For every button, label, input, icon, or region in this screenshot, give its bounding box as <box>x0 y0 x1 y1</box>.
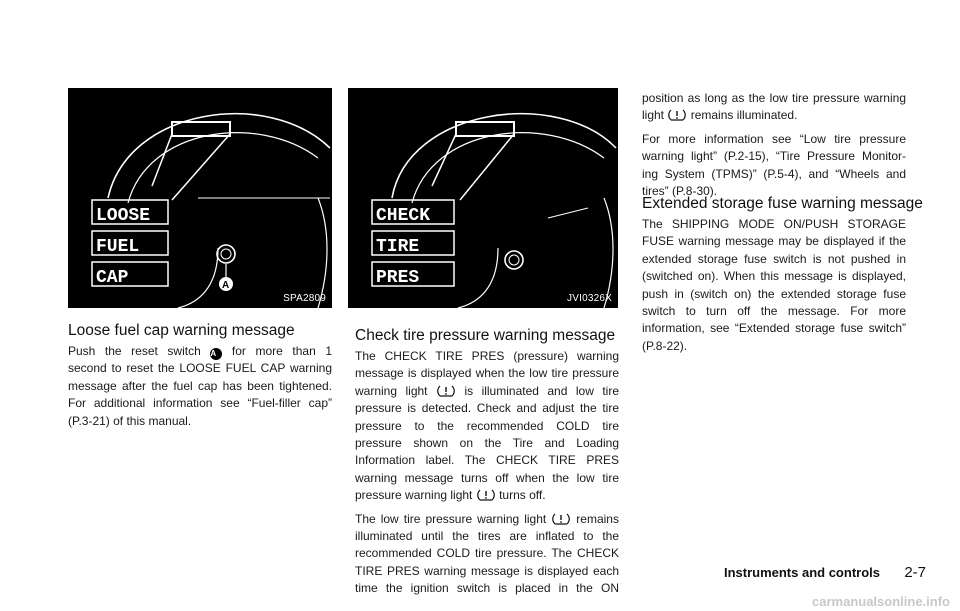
tpms-warning-icon <box>551 512 571 526</box>
tpms-warning-icon <box>667 108 687 122</box>
watermark: carmanualsonline.info <box>812 594 950 609</box>
section-body-loose-fuel-cap <box>68 343 332 430</box>
figure-loose-fuel-cap <box>68 88 332 308</box>
text-line: push in (switch on) the extended storage fuse <box>642 286 906 301</box>
callout-a-icon: A <box>210 348 222 360</box>
section-body-extended-storage-fuse <box>642 216 906 355</box>
callout-letter: A <box>222 280 230 291</box>
text-line: pressure warning light turns off. <box>355 488 546 503</box>
display-word-fuel: FUEL <box>96 237 140 257</box>
text-line: second to reset the LOOSE FUEL CAP warning <box>68 361 332 376</box>
text-line: warning light is illuminated and low tire <box>355 383 619 398</box>
text-line: time the ignition switch is placed in the ON <box>355 581 619 596</box>
text-line: pressure shown on the Tire and Loading <box>355 436 619 451</box>
text-line: (P.8-22). <box>642 338 688 353</box>
text-line: position as long as the low tire pressure warning <box>642 91 906 105</box>
text-line: (P.3-21) of this manual. <box>68 413 192 428</box>
page-number: 2-7 <box>904 564 926 581</box>
section-heading-extended-storage-fuse: Extended storage fuse warning message <box>642 195 923 212</box>
section-body-continued <box>642 90 906 200</box>
text-line: TIRE PRES warning message is displayed each <box>355 563 619 578</box>
text-line: extended storage fuse switch is not pushed in <box>642 251 906 266</box>
instrument-display-illustration <box>68 88 332 308</box>
figure-id: SPA2809 <box>283 293 326 304</box>
section-heading-loose-fuel-cap: Loose fuel cap warning message <box>68 322 295 339</box>
figure-check-tire-pres <box>348 88 618 308</box>
text-line: The CHECK TIRE PRES (pressure) warning <box>355 349 619 363</box>
text-line: For more information see “Low tire pressure <box>642 131 906 146</box>
text-line: For additional information see “Fuel-filler cap” <box>68 396 332 411</box>
text-line: warning light” (P.2-15), “Tire Pressure Monitor- <box>642 149 906 164</box>
text-line: light remains illuminated. <box>642 108 798 123</box>
text-line: pressure to the recommended COLD tire <box>355 418 619 433</box>
figure-id: JVI0326X <box>567 293 612 304</box>
text-line: FUSE warning message may be displayed if the <box>642 234 906 249</box>
text-line: Push the reset switch A for more than 1 <box>68 344 332 358</box>
text-line: recommended COLD tire pressure. The CHECK <box>355 546 619 561</box>
text-line: (switched on). When this message is displayed, <box>642 269 906 284</box>
text-line: illuminated until the tires are inflated to the <box>355 529 619 544</box>
text-line: tires” (P.8-30). <box>642 184 718 199</box>
display-word-tire: TIRE <box>376 237 420 257</box>
text-line: The SHIPPING MODE ON/PUSH STORAGE <box>642 217 906 231</box>
footer-section-label: Instruments and controls <box>723 565 880 580</box>
tpms-warning-icon <box>476 488 496 502</box>
text-line: The low tire pressure warning light remains <box>355 511 619 526</box>
text-line: Information label. The CHECK TIRE PRES <box>355 453 619 468</box>
instrument-display-illustration <box>348 88 618 308</box>
display-word-cap: CAP <box>96 268 129 288</box>
display-word-loose: LOOSE <box>96 206 151 226</box>
text-line: information, see “Extended storage fuse switch” <box>642 321 906 336</box>
text-line: message is displayed when the low tire pressure <box>355 366 619 381</box>
text-line: pressure is detected. Check and adjust the tire <box>355 401 619 416</box>
display-word-check: CHECK <box>376 206 431 226</box>
text-line: switch to turn off the message. For more <box>642 304 906 319</box>
display-word-pres: PRES <box>376 268 420 288</box>
tpms-warning-icon <box>436 384 456 398</box>
text-line: warning message turns off when the low tire <box>355 470 619 485</box>
text-line: message after the fuel cap has been tightened. <box>68 378 332 393</box>
text-line: ing System (TPMS)” (P.5-4), and “Wheels and <box>642 166 906 181</box>
section-body-check-tire-pres <box>355 348 619 598</box>
section-heading-check-tire-pres: Check tire pressure warning message <box>355 327 616 344</box>
